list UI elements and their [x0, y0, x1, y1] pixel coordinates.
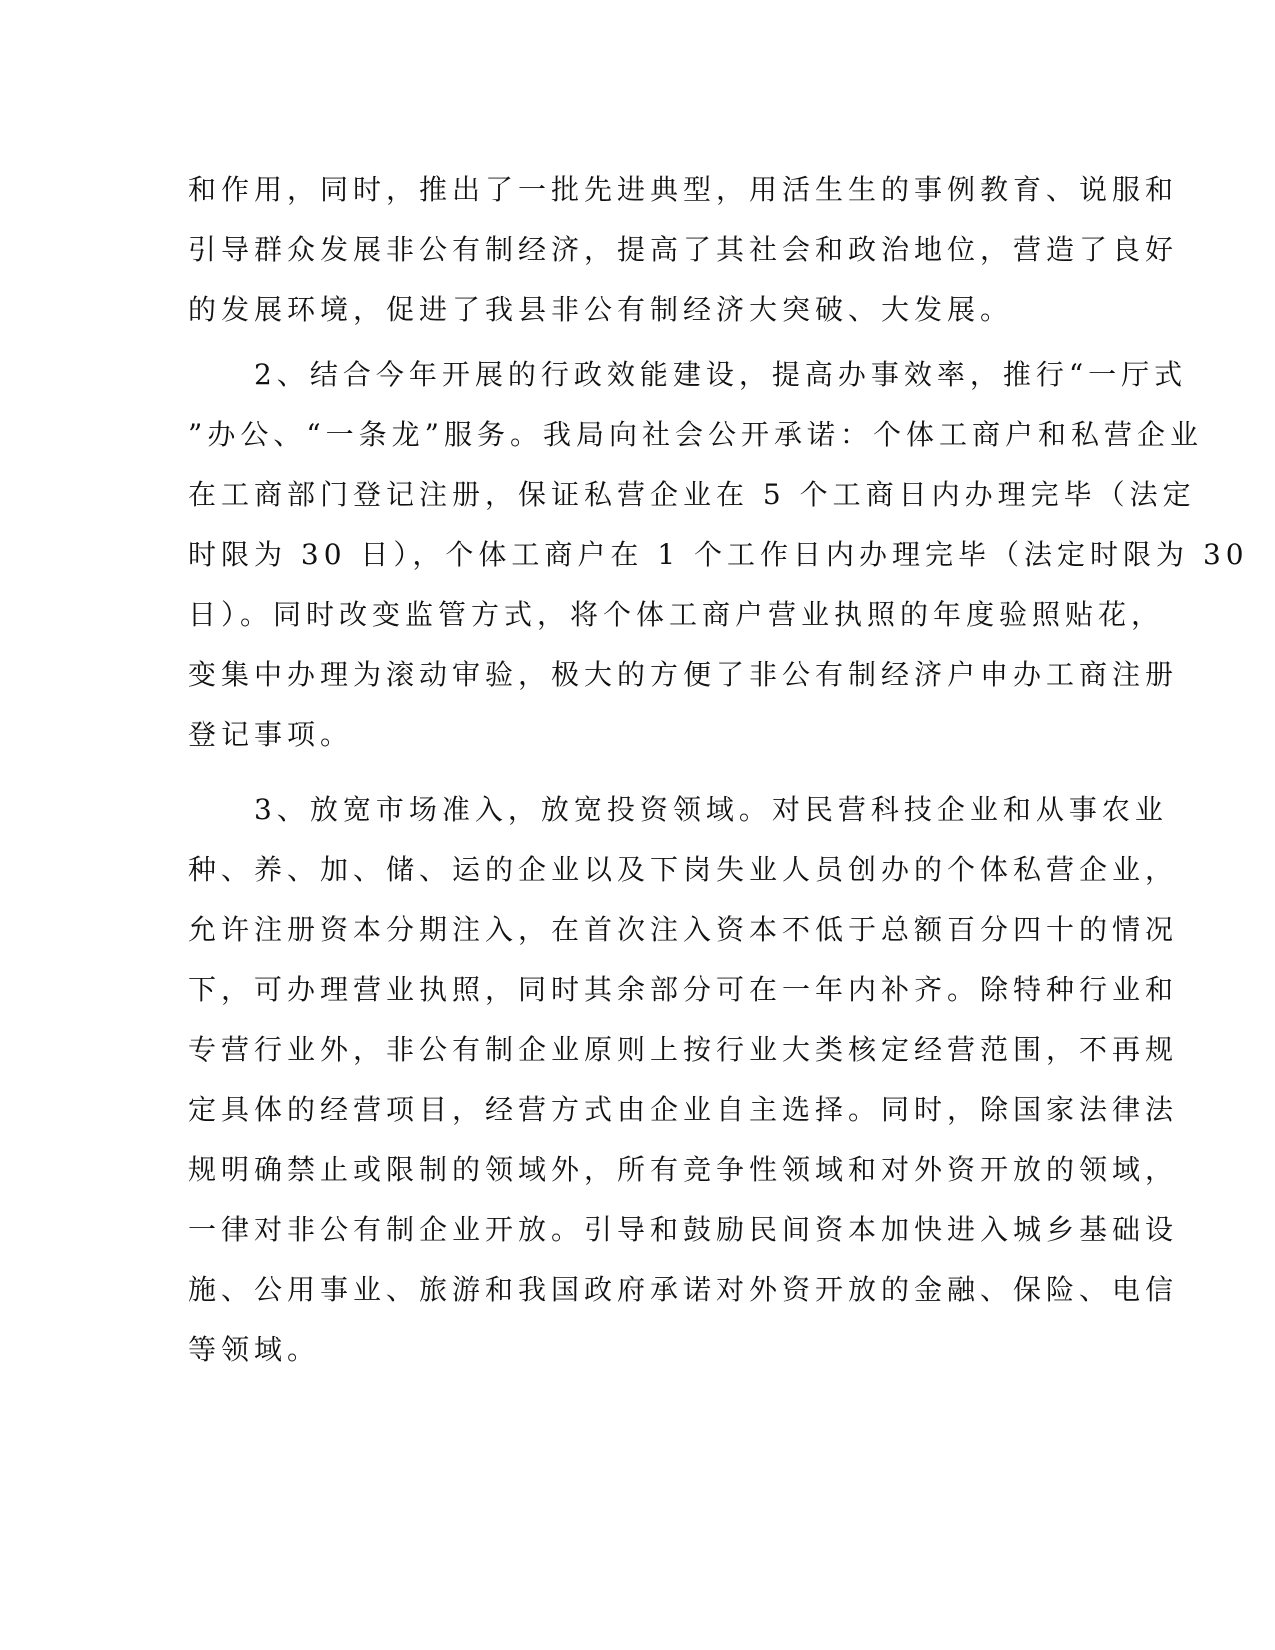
text-line: 的发展环境，促进了我县非公有制经济大突破、大发展。	[188, 293, 1014, 326]
text-line: ”办公、“一条龙”服务。我局向社会公开承诺：个体工商户和私营企业	[188, 418, 1203, 451]
text-line: 变集中办理为滚动审验，极大的方便了非公有制经济户申办工商注册	[188, 658, 1179, 691]
text-line: 定具体的经营项目，经营方式由企业自主选择。同时，除国家法律法	[188, 1093, 1179, 1126]
paragraph-item-3	[188, 780, 1179, 1380]
text-line: 日）。同时改变监管方式，将个体工商户营业执照的年度验照贴花，	[188, 598, 1165, 631]
text-line: 时限为 30 日），个体工商户在 1 个工作日内办理完毕（法定时限为 30	[188, 538, 1249, 571]
paragraph-item-2	[188, 345, 1249, 765]
paragraph-continuation	[188, 160, 1179, 340]
text-line: 等领域。	[188, 1333, 321, 1366]
text-line: 种、养、加、储、运的企业以及下岗失业人员创办的个体私营企业，	[188, 853, 1179, 886]
text-line: 和作用，同时，推出了一批先进典型，用活生生的事例教育、说服和	[188, 173, 1179, 206]
text-line: 专营行业外，非公有制企业原则上按行业大类核定经营范围，不再规	[188, 1033, 1179, 1066]
text-line: 2、结合今年开展的行政效能建设，提高办事效率，推行“一厅式	[254, 358, 1188, 391]
text-line: 登记事项。	[188, 718, 354, 751]
text-line: 施、公用事业、旅游和我国政府承诺对外资开放的金融、保险、电信	[188, 1273, 1179, 1306]
text-line: 引导群众发展非公有制经济，提高了其社会和政治地位，营造了良好	[188, 233, 1179, 266]
text-line: 允许注册资本分期注入，在首次注入资本不低于总额百分四十的情况	[188, 913, 1179, 946]
text-line: 一律对非公有制企业开放。引导和鼓励民间资本加快进入城乡基础设	[188, 1213, 1179, 1246]
text-line: 下，可办理营业执照，同时其余部分可在一年内补齐。除特种行业和	[188, 973, 1179, 1006]
text-line: 3、放宽市场准入，放宽投资领域。对民营科技企业和从事农业	[254, 793, 1168, 826]
text-line: 规明确禁止或限制的领域外，所有竞争性领域和对外资开放的领域，	[188, 1153, 1179, 1186]
text-line: 在工商部门登记注册，保证私营企业在 5 个工商日内办理完毕（法定	[188, 478, 1196, 511]
